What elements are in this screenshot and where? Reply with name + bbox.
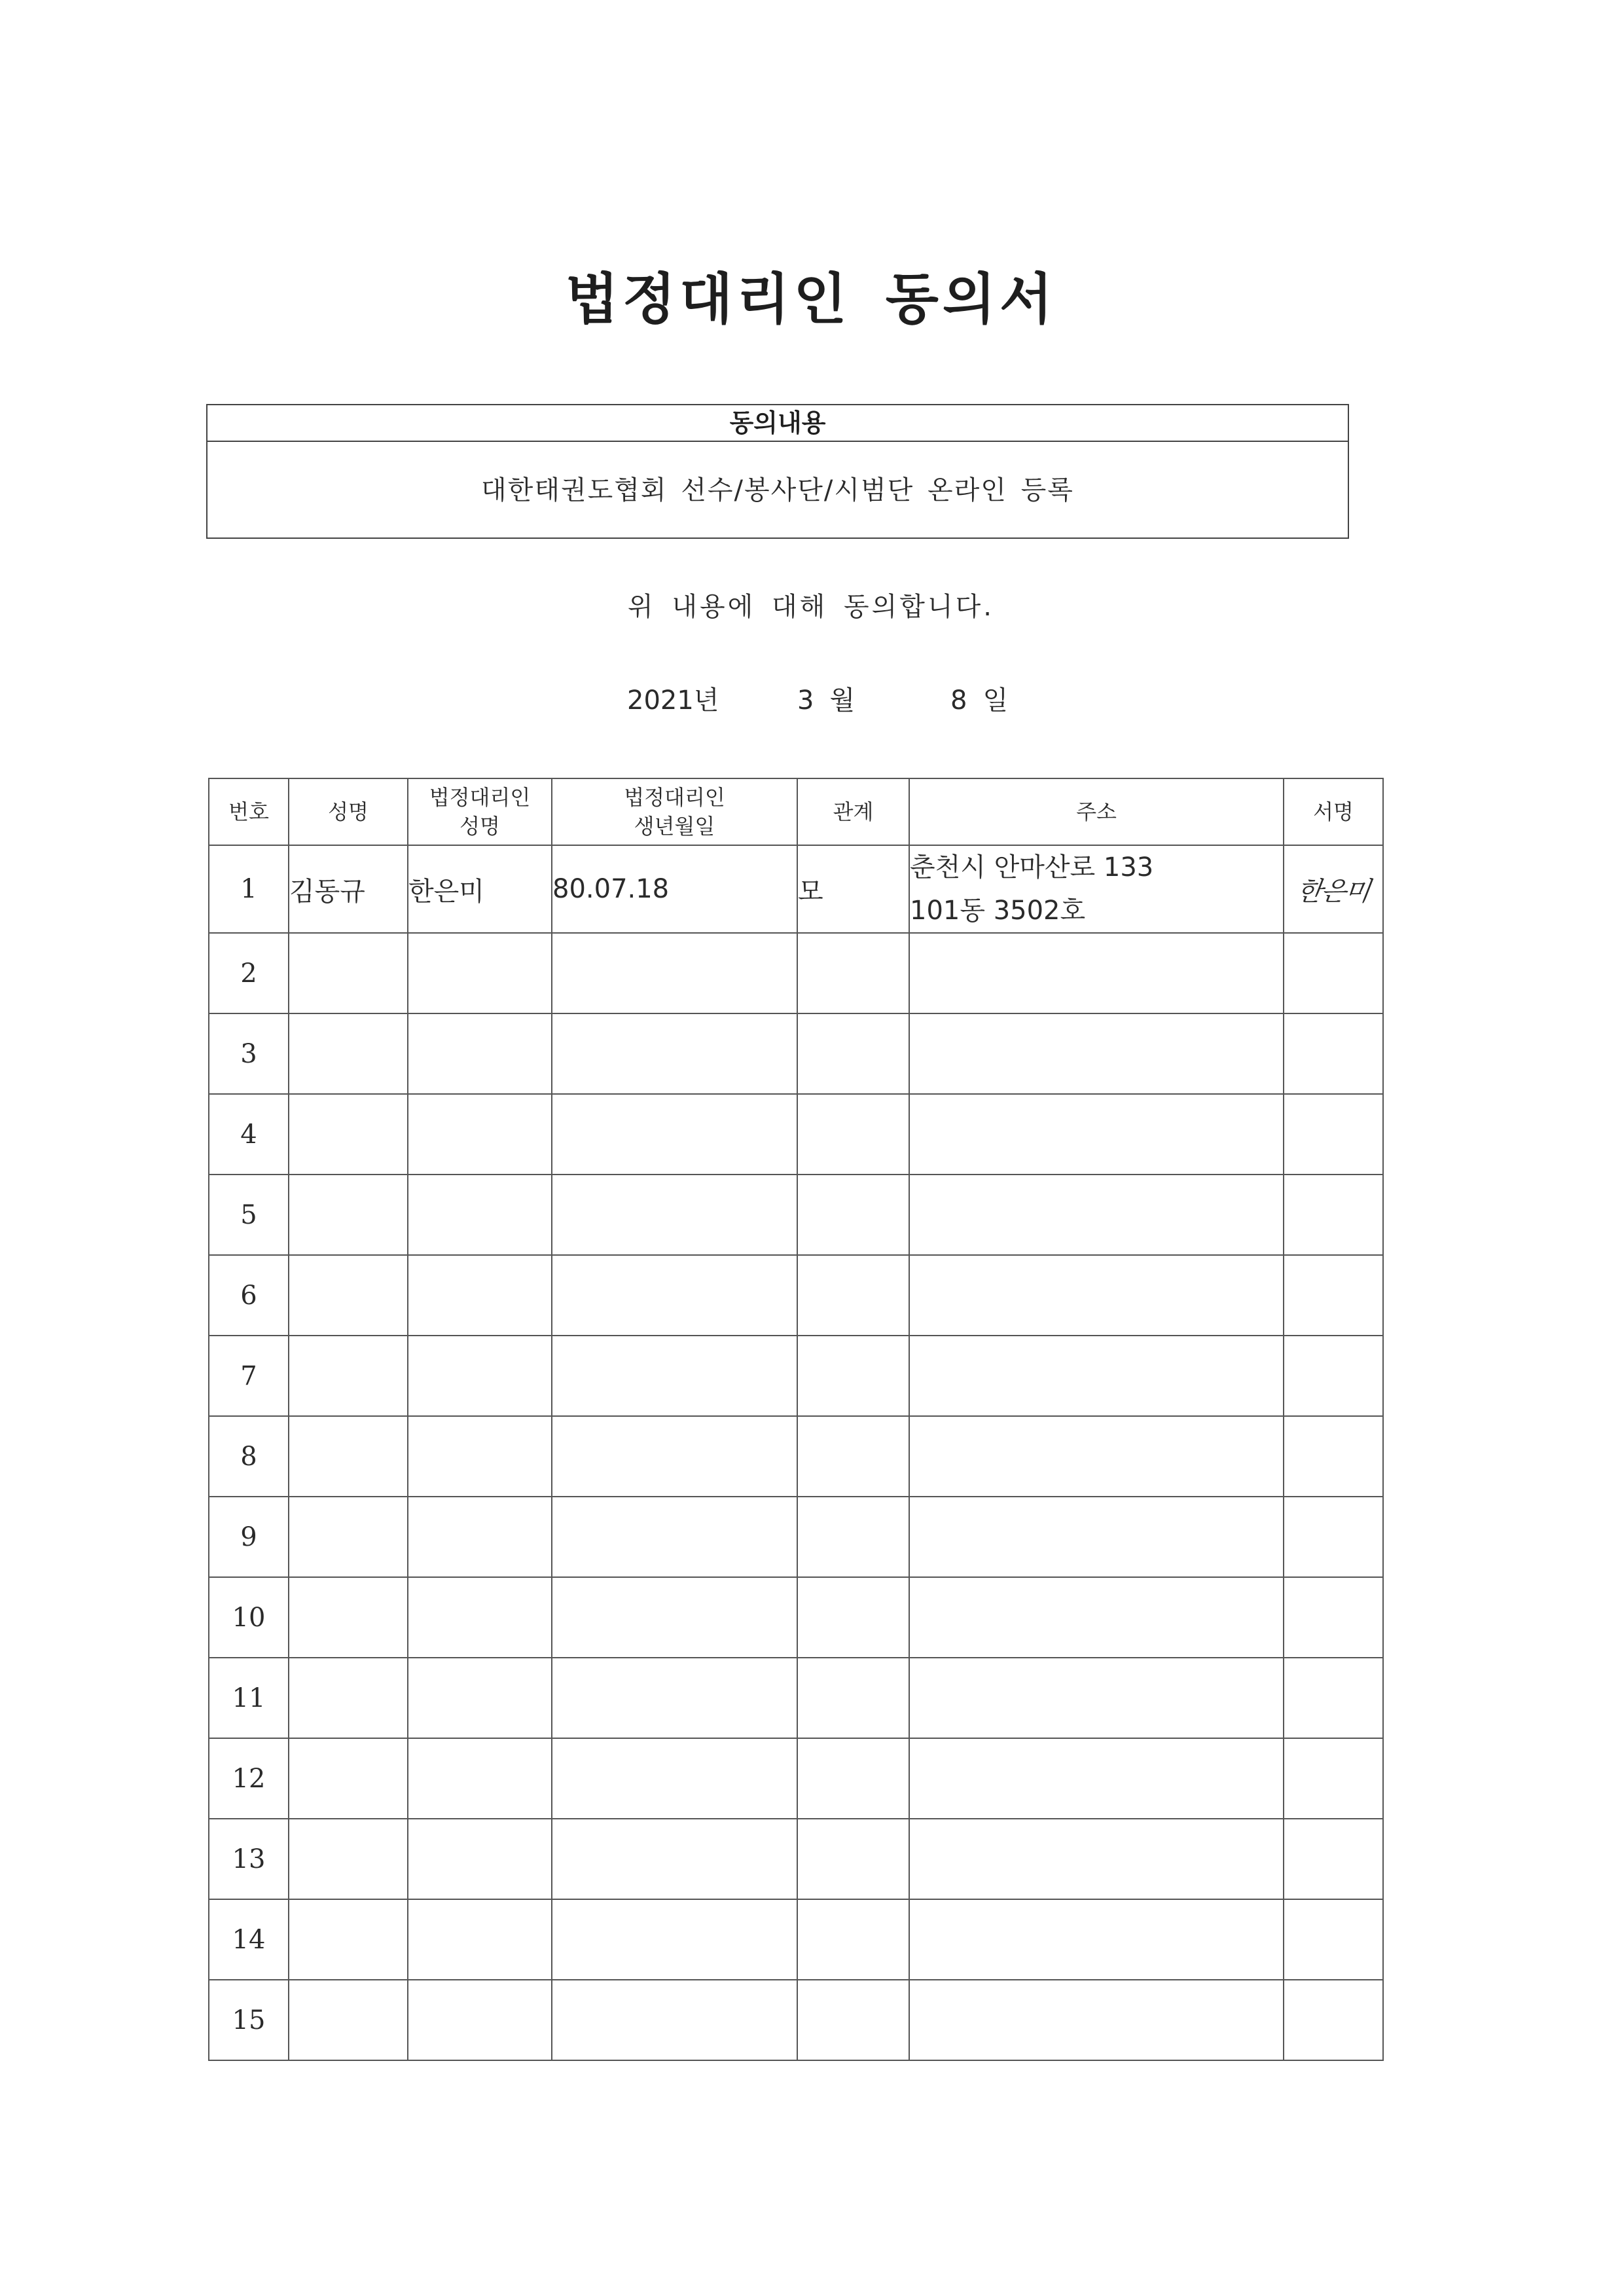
row-guardian-birth bbox=[552, 1819, 797, 1899]
row-relation bbox=[797, 1819, 909, 1899]
agree-statement: 위 내용에 대해 동의합니다. bbox=[628, 592, 994, 622]
table-row bbox=[209, 1980, 1383, 2060]
row-address bbox=[909, 1013, 1284, 1094]
row-number: 13 bbox=[209, 1819, 289, 1899]
table-row bbox=[209, 1738, 1383, 1819]
header-guardian-name-line1: 법정대리인 bbox=[429, 785, 531, 810]
row-name bbox=[289, 1899, 408, 1980]
row-number: 14 bbox=[209, 1899, 289, 1980]
row-guardian-birth bbox=[552, 1899, 797, 1980]
row-signature bbox=[1284, 1658, 1383, 1738]
row-signature bbox=[1284, 845, 1383, 933]
row-number: 2 bbox=[209, 933, 289, 1013]
table-row bbox=[209, 1175, 1383, 1255]
row-guardian-name bbox=[408, 1980, 552, 2060]
row-name bbox=[289, 1416, 408, 1497]
row-signature bbox=[1284, 1738, 1383, 1819]
table-row bbox=[209, 1577, 1383, 1658]
table-row bbox=[209, 1416, 1383, 1497]
row-relation bbox=[797, 933, 909, 1013]
row-guardian-name bbox=[408, 1094, 552, 1175]
row-address bbox=[909, 1577, 1284, 1658]
row-relation bbox=[797, 1899, 909, 1980]
header-guardian-birth bbox=[552, 778, 797, 845]
row-number: 11 bbox=[209, 1658, 289, 1738]
table-row bbox=[209, 1094, 1383, 1175]
row-name bbox=[289, 1175, 408, 1255]
table-header-row bbox=[209, 778, 1383, 845]
table-row bbox=[209, 1658, 1383, 1738]
row-signature bbox=[1284, 1416, 1383, 1497]
row-relation bbox=[797, 1658, 909, 1738]
table-row bbox=[209, 1497, 1383, 1577]
row-guardian-birth bbox=[552, 1497, 797, 1577]
header-name: 성명 bbox=[289, 778, 408, 845]
row-guardian-name bbox=[408, 1336, 552, 1416]
table-row bbox=[209, 1255, 1383, 1336]
row-number: 9 bbox=[209, 1497, 289, 1577]
table-row bbox=[209, 845, 1383, 933]
row-name bbox=[289, 1497, 408, 1577]
row-address bbox=[909, 1738, 1284, 1819]
row-guardian-name bbox=[408, 1658, 552, 1738]
row-guardian-birth: 80.07.18 bbox=[552, 845, 797, 933]
row-guardian-birth bbox=[552, 1175, 797, 1255]
table-row bbox=[209, 1899, 1383, 1980]
date-day-value: 8 bbox=[950, 685, 967, 716]
row-number: 12 bbox=[209, 1738, 289, 1819]
row-guardian-name bbox=[408, 933, 552, 1013]
row-relation bbox=[797, 1013, 909, 1094]
row-address bbox=[909, 1094, 1284, 1175]
header-guardian-birth-line1: 법정대리인 bbox=[624, 785, 725, 810]
table-row bbox=[209, 1336, 1383, 1416]
row-signature bbox=[1284, 1980, 1383, 2060]
row-relation bbox=[797, 1577, 909, 1658]
row-address-line1: 춘천시 안마산로 133 bbox=[910, 852, 1154, 883]
row-address bbox=[909, 845, 1284, 933]
row-number: 3 bbox=[209, 1013, 289, 1094]
row-address bbox=[909, 1899, 1284, 1980]
row-relation bbox=[797, 1416, 909, 1497]
row-address bbox=[909, 1336, 1284, 1416]
row-relation bbox=[797, 1497, 909, 1577]
row-relation bbox=[797, 1738, 909, 1819]
row-number: 4 bbox=[209, 1094, 289, 1175]
consent-body: 대한태권도협회 선수/봉사단/시범단 온라인 등록 bbox=[481, 475, 1074, 505]
row-name bbox=[289, 1658, 408, 1738]
row-guardian-name bbox=[408, 1738, 552, 1819]
row-guardian-birth bbox=[552, 1980, 797, 2060]
header-guardian-birth-line2: 생년월일 bbox=[634, 814, 715, 839]
row-signature bbox=[1284, 1577, 1383, 1658]
row-name bbox=[289, 1980, 408, 2060]
row-guardian-birth bbox=[552, 1658, 797, 1738]
header-signature: 서명 bbox=[1284, 778, 1383, 845]
table-row bbox=[209, 933, 1383, 1013]
header-address: 주소 bbox=[909, 778, 1284, 845]
consent-header: 동의내용 bbox=[207, 405, 1348, 442]
row-name bbox=[289, 1013, 408, 1094]
row-number: 5 bbox=[209, 1175, 289, 1255]
header-guardian-name bbox=[408, 778, 552, 845]
row-name bbox=[289, 933, 408, 1013]
row-guardian-name bbox=[408, 1255, 552, 1336]
row-guardian-name bbox=[408, 1497, 552, 1577]
row-number: 8 bbox=[209, 1416, 289, 1497]
consent-box bbox=[206, 404, 1349, 539]
row-relation: 모 bbox=[797, 845, 909, 933]
row-number: 15 bbox=[209, 1980, 289, 2060]
row-name: 김동규 bbox=[289, 845, 408, 933]
row-guardian-birth bbox=[552, 1013, 797, 1094]
row-number: 10 bbox=[209, 1577, 289, 1658]
row-address bbox=[909, 1416, 1284, 1497]
row-relation bbox=[797, 1094, 909, 1175]
header-relation: 관계 bbox=[797, 778, 909, 845]
row-address bbox=[909, 1175, 1284, 1255]
row-signature bbox=[1284, 1255, 1383, 1336]
date-month bbox=[797, 680, 855, 717]
row-signature bbox=[1284, 1175, 1383, 1255]
row-guardian-birth bbox=[552, 1416, 797, 1497]
table-row bbox=[209, 1819, 1383, 1899]
row-signature bbox=[1284, 1497, 1383, 1577]
row-relation bbox=[797, 1980, 909, 2060]
document-title: 법정대리인 동의서 bbox=[565, 267, 1057, 331]
header-number: 번호 bbox=[209, 778, 289, 845]
table-row bbox=[209, 1013, 1383, 1094]
date-day-label: 일 bbox=[982, 685, 1009, 716]
row-guardian-birth bbox=[552, 933, 797, 1013]
row-guardian-birth bbox=[552, 1577, 797, 1658]
row-name bbox=[289, 1738, 408, 1819]
date-month-value: 3 bbox=[797, 685, 814, 716]
row-name bbox=[289, 1255, 408, 1336]
row-signature bbox=[1284, 1013, 1383, 1094]
row-address bbox=[909, 1819, 1284, 1899]
guardian-roster-table bbox=[208, 778, 1384, 2061]
row-number: 7 bbox=[209, 1336, 289, 1416]
row-name bbox=[289, 1577, 408, 1658]
row-guardian-name bbox=[408, 1577, 552, 1658]
row-guardian-name bbox=[408, 1899, 552, 1980]
row-address bbox=[909, 933, 1284, 1013]
row-address bbox=[909, 1980, 1284, 2060]
row-guardian-name bbox=[408, 1819, 552, 1899]
row-relation bbox=[797, 1175, 909, 1255]
row-signature bbox=[1284, 933, 1383, 1013]
row-guardian-name bbox=[408, 1013, 552, 1094]
row-name bbox=[289, 1819, 408, 1899]
row-relation bbox=[797, 1255, 909, 1336]
row-address bbox=[909, 1497, 1284, 1577]
date-month-label: 월 bbox=[829, 685, 856, 716]
row-name bbox=[289, 1336, 408, 1416]
handwritten-signature: 한은미 bbox=[1295, 876, 1371, 907]
date-year: 2021년 bbox=[627, 685, 719, 716]
row-relation bbox=[797, 1336, 909, 1416]
row-signature bbox=[1284, 1819, 1383, 1899]
row-guardian-birth bbox=[552, 1255, 797, 1336]
row-signature bbox=[1284, 1094, 1383, 1175]
row-address-line2: 101동 3502호 bbox=[910, 896, 1086, 926]
row-guardian-birth bbox=[552, 1336, 797, 1416]
row-signature bbox=[1284, 1899, 1383, 1980]
row-guardian-birth bbox=[552, 1094, 797, 1175]
date-day bbox=[950, 680, 1008, 717]
row-address bbox=[909, 1255, 1284, 1336]
row-number: 1 bbox=[209, 845, 289, 933]
row-guardian-name: 한은미 bbox=[408, 845, 552, 933]
row-number: 6 bbox=[209, 1255, 289, 1336]
row-guardian-birth bbox=[552, 1738, 797, 1819]
header-guardian-name-line2: 성명 bbox=[460, 814, 500, 839]
row-guardian-name bbox=[408, 1175, 552, 1255]
row-guardian-name bbox=[408, 1416, 552, 1497]
row-name bbox=[289, 1094, 408, 1175]
row-signature bbox=[1284, 1336, 1383, 1416]
row-address bbox=[909, 1658, 1284, 1738]
